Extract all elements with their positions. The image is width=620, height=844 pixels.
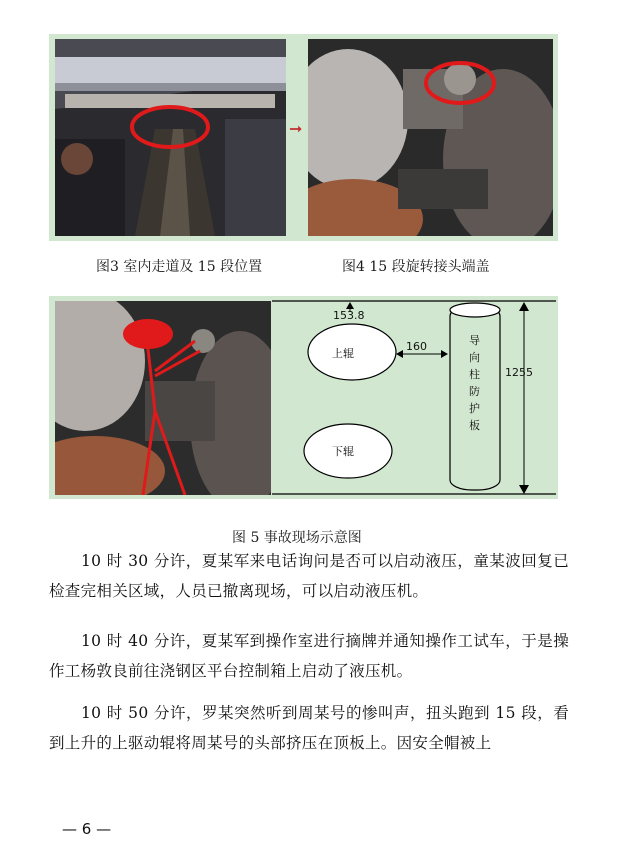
height-label: 1255 [505, 366, 533, 379]
gap-label: 160 [406, 340, 427, 353]
figure-4-caption: 图4 15 段旋转接头端盖 [342, 259, 490, 275]
figure-5-caption: 图 5 事故现场示意图 [232, 530, 362, 546]
accident-schematic [272, 298, 556, 498]
page-number: — 6 — [62, 820, 112, 838]
guide-post-label: 导向柱防护板 [469, 334, 480, 432]
paragraph-1: 10 时 30 分许，夏某军来电话询问是否可以启动液压，童某波回复已检查完相关区域，人员已撤离现场，可以启动液压机。 [49, 552, 569, 600]
figure-3-caption: 图3 室内走道及 15 段位置 [96, 259, 263, 275]
arrow-icon: ➞ [289, 119, 303, 138]
top-gap-label: 153.8 [333, 309, 365, 322]
figure-4-photo [308, 39, 553, 236]
rotary-joint-photo-art [308, 39, 553, 236]
figure-5-photo [55, 301, 271, 495]
figure-3-photo [55, 39, 286, 236]
corridor-photo-art [55, 39, 286, 236]
upper-roller-label: 上辊 [332, 347, 354, 360]
paragraph-3: 10 时 50 分许，罗某突然听到周某号的惨叫声，扭头跑到 15 段，看到上升的上驱动辊将周某号的头部挤压在顶板上。因安全帽被上 [49, 704, 569, 752]
accident-scene-photo-art [55, 301, 271, 495]
lower-roller-label: 下辊 [332, 445, 354, 458]
paragraph-2: 10 时 40 分许，夏某军到操作室进行摘牌并通知操作工试车，于是操作工杨敦良前往浇钢区平台控制箱上启动了液压机。 [49, 632, 569, 680]
